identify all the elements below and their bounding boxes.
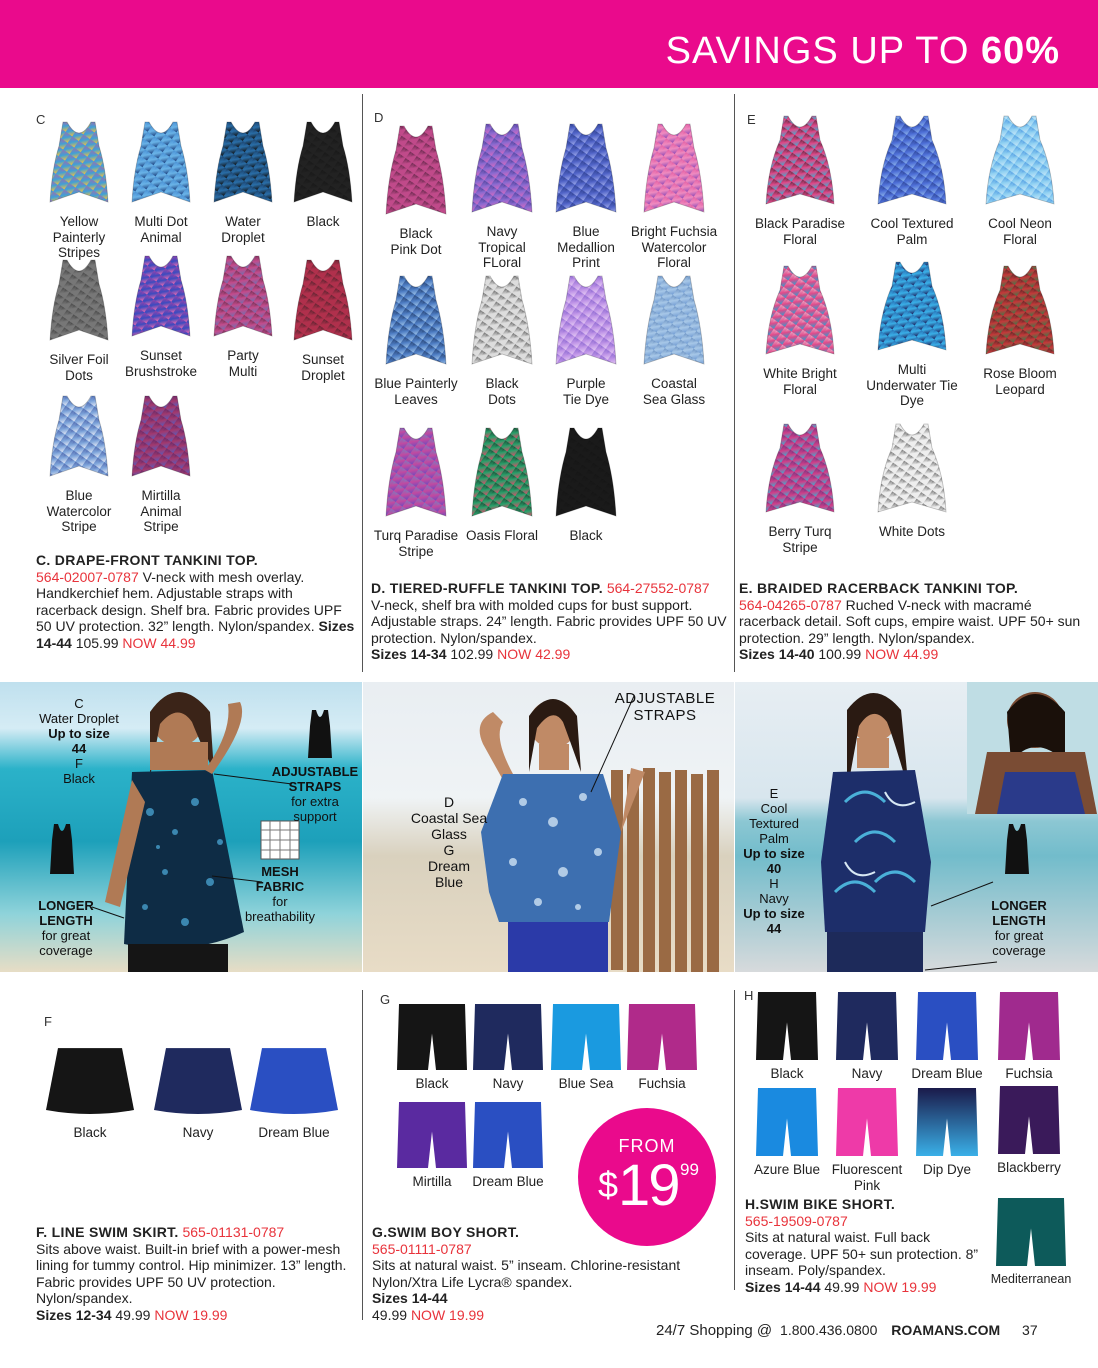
product-swatch-item[interactable] — [996, 990, 1062, 1082]
tankini-top-image — [382, 272, 450, 372]
product-swatch-item[interactable] — [752, 112, 848, 247]
model-photo-left — [0, 682, 362, 972]
product-swatch-item[interactable] — [152, 1044, 244, 1141]
tankini-top-image — [46, 392, 112, 484]
product-title: H.SWIM BIKE SHORT. — [745, 1196, 896, 1212]
product-details: V-neck with mesh overlay. Handkerchief hem. Adjustable straps with racerback design. Shelf bra. Fabric provides UPF 50 UV protection. 32” length. Nylon/spandex. — [36, 568, 342, 634]
product-sizes: Sizes 14-44 — [372, 1290, 448, 1306]
product-title: G.SWIM BOY SHORT. — [372, 1224, 520, 1240]
tankini-top-image — [762, 262, 838, 362]
product-details: Sits above waist. Built-in brief with a power-mesh lining for tummy control. Hip minimizer. 13” length. Fabric provides UPF 50 UV protection. Nylon/spandex. — [36, 1240, 347, 1306]
swim-short-image — [473, 1100, 543, 1170]
swim-short-image — [916, 1086, 978, 1158]
swatch-color-label: Multi Underwater Tie Dye — [866, 362, 958, 408]
swatch-color-label: Blue Sea — [558, 1076, 614, 1091]
swatch-color-label: Yellow Painterly Stripes — [52, 214, 106, 260]
tankini-top-image — [874, 258, 950, 358]
product-description-f — [36, 1224, 358, 1323]
product-swatch-item[interactable] — [864, 112, 960, 247]
swatch-color-label: Sunset Droplet — [301, 352, 345, 383]
product-swatch-item[interactable] — [458, 272, 546, 407]
tankini-top-image — [982, 262, 1058, 362]
swatch-color-label: Water Droplet — [221, 214, 265, 245]
swim-short-image — [756, 1086, 818, 1158]
product-sizes: Sizes 14-44 — [745, 1278, 821, 1295]
product-swatch-item[interactable] — [972, 112, 1068, 247]
column-divider — [734, 990, 735, 1290]
product-sale-price: NOW 19.99 — [863, 1278, 937, 1295]
product-sale-price: NOW 44.99 — [122, 634, 196, 651]
callout-longer-length: LONGER LENGTH for great coverage — [991, 898, 1047, 958]
swim-short-image — [473, 1002, 543, 1072]
swim-short-image — [756, 990, 818, 1062]
swatch-color-label: White Bright Floral — [763, 366, 837, 397]
swim-short-image — [836, 1086, 898, 1158]
product-swatch-item[interactable] — [372, 272, 460, 407]
model-photo-right — [735, 682, 1098, 972]
product-swatch-item[interactable] — [542, 272, 630, 407]
product-swatch-item[interactable] — [248, 1044, 340, 1141]
product-swatch-item[interactable] — [280, 256, 366, 383]
swatch-color-label: Dream Blue — [911, 1066, 983, 1081]
swatch-color-label: Coastal Sea Glass — [642, 376, 706, 407]
product-sku[interactable]: 565-01131-0787 — [182, 1224, 285, 1240]
product-swatch-item[interactable] — [972, 262, 1068, 397]
product-sale-price: NOW 44.99 — [865, 646, 939, 662]
product-sizes: Sizes 14-44 — [36, 618, 355, 651]
swatch-color-label: Black — [73, 1125, 107, 1140]
tankini-top-image — [552, 424, 620, 524]
callout-adjustable-straps: ADJUSTABLE STRAPS for extra support — [271, 764, 359, 824]
swatch-color-label: Fluorescent Pink — [831, 1162, 903, 1193]
model-photo-middle — [363, 682, 734, 972]
product-swatch-item[interactable] — [754, 1086, 820, 1178]
tankini-top-image — [382, 122, 450, 222]
product-sale-price: NOW 19.99 — [154, 1306, 228, 1323]
tankini-top-image — [762, 420, 838, 520]
swim-skirt-image — [248, 1044, 340, 1114]
swatch-color-label: Cool Textured Palm — [870, 216, 954, 247]
tankini-top-image — [468, 120, 536, 220]
swim-short-image — [397, 1002, 467, 1072]
product-swatch-item[interactable] — [914, 1086, 980, 1178]
page-number: 37 — [1022, 1322, 1038, 1338]
section-letter-d: D — [374, 110, 384, 125]
product-swatch-item[interactable] — [36, 392, 122, 535]
product-sale-price: NOW 19.99 — [410, 1306, 485, 1323]
callout-e-cool-textured-palm: E Cool Textured Palm Up to size 40 H Navy Up to size 44 — [743, 786, 805, 936]
tankini-top-image — [46, 256, 112, 348]
swatch-color-label: Navy — [492, 1076, 524, 1091]
swim-short-image — [998, 1084, 1060, 1156]
swim-short-image — [998, 990, 1060, 1062]
swim-skirt-image — [152, 1044, 244, 1114]
product-swatch-item[interactable] — [458, 120, 546, 271]
swatch-color-label: Silver Foil Dots — [49, 352, 109, 383]
swatch-color-label: Dream Blue — [258, 1125, 330, 1140]
product-sale-price: NOW 42.99 — [497, 646, 571, 662]
product-swatch-item[interactable] — [542, 120, 630, 271]
tankini-top-image — [762, 112, 838, 212]
product-details: Sits at natural waist. 5” inseam. Chlorine-resistant Nylon/Xtra Life Lycra® spandex. — [372, 1257, 681, 1290]
swim-short-image — [996, 1196, 1066, 1268]
product-sku[interactable]: 564-02007-0787 — [36, 568, 139, 585]
product-swatch-item[interactable] — [754, 990, 820, 1082]
tankini-top-image — [382, 424, 450, 524]
callout-longer-length: LONGER LENGTH for great coverage — [38, 898, 94, 958]
product-price: 49.99 — [820, 1278, 864, 1295]
product-swatch-item[interactable] — [834, 990, 900, 1082]
swatch-color-label: Black — [415, 1076, 449, 1091]
swatch-color-label: Navy — [182, 1125, 214, 1140]
product-description-c — [36, 552, 356, 651]
product-description-d — [371, 580, 727, 663]
product-swatch-item[interactable] — [752, 262, 848, 397]
swatch-color-label: Azure Blue — [753, 1162, 821, 1177]
column-divider — [362, 990, 363, 1320]
product-swatch-item[interactable] — [630, 272, 718, 407]
tankini-top-image — [552, 272, 620, 372]
tankini-top-image — [468, 272, 536, 372]
section-letter-e: E — [747, 112, 756, 127]
product-swatch-item[interactable] — [864, 258, 960, 409]
product-title: D. TIERED-RUFFLE TANKINI TOP. — [371, 580, 603, 596]
product-swatch-item[interactable] — [752, 420, 848, 555]
product-swatch-item[interactable] — [372, 122, 460, 257]
swatch-color-label: Mirtilla Animal Stripe — [140, 488, 182, 534]
callout-mesh-fabric: MESH FABRIC for breathability — [244, 864, 316, 924]
product-swatch-item[interactable] — [394, 1002, 470, 1092]
column-divider — [734, 94, 735, 672]
section-letter-f: F — [44, 1014, 52, 1029]
swim-skirt-image — [44, 1044, 136, 1114]
swatch-color-label: Black Pink Dot — [390, 226, 442, 257]
swatch-color-label: Black Dots — [485, 376, 519, 407]
product-price: 100.99 — [814, 646, 866, 662]
product-swatch-item[interactable] — [996, 1084, 1062, 1176]
swatch-color-label: Mirtilla — [412, 1174, 452, 1189]
product-details: Ruched V-neck with macramé racerback detail. Soft cups, empire waist. UPF 50+ sun protection. 29” length. Nylon/spandex. — [739, 596, 1081, 646]
swatch-color-label: Party Multi — [227, 348, 259, 379]
product-sku[interactable]: 565-19509-0787 — [745, 1212, 848, 1229]
product-description-e — [739, 580, 1091, 663]
tankini-top-image — [552, 120, 620, 220]
swatch-color-label: Blue Medallion Print — [557, 224, 615, 270]
swatch-color-label: Sunset Brushstroke — [124, 348, 198, 379]
tankini-top-image — [640, 272, 708, 372]
product-price: 49.99 — [111, 1306, 155, 1323]
tankini-top-image — [128, 392, 194, 484]
tankini-top-image — [874, 420, 950, 520]
swatch-color-label: Rose Bloom Leopard — [983, 366, 1057, 397]
from-price-badge: FROM $ 19 99 — [578, 1108, 716, 1246]
callout-c-water-droplet: C Water Droplet Up to size 44 F Black — [39, 696, 119, 786]
swim-short-image — [627, 1002, 697, 1072]
savings-banner — [0, 0, 1098, 88]
tankini-top-image — [128, 118, 194, 210]
product-swatch-item[interactable] — [394, 1100, 470, 1190]
product-swatch-item[interactable] — [200, 118, 286, 245]
swim-short-image — [836, 990, 898, 1062]
product-swatch-item[interactable] — [470, 1100, 546, 1190]
product-swatch-item[interactable] — [864, 420, 960, 540]
swatch-color-label: Navy Tropical FLoral — [478, 224, 526, 270]
swatch-color-label: Berry Turq Stripe — [768, 524, 832, 555]
shopping-label: 24/7 Shopping @ — [656, 1322, 773, 1339]
tankini-top-image — [210, 252, 276, 344]
swatch-color-label: Blackberry — [997, 1160, 1061, 1175]
product-swatch-item[interactable] — [624, 1002, 700, 1092]
product-details: Sits at natural waist. Full back coverage. UPF 50+ sun protection. 8” inseam. Poly/spandex. — [745, 1229, 979, 1278]
tankini-top-image — [640, 120, 708, 220]
swatch-color-label: Fuchsia — [1005, 1066, 1053, 1081]
tankini-top-image — [46, 118, 112, 210]
swim-short-image — [916, 990, 978, 1062]
swatch-color-label: Black — [770, 1066, 804, 1081]
product-price: 102.99 — [446, 646, 498, 662]
tankini-top-image — [290, 256, 356, 348]
page-footer — [656, 1322, 1038, 1339]
product-sizes: Sizes 12-34 — [36, 1306, 112, 1323]
swim-short-image — [397, 1100, 467, 1170]
swatch-color-label: Turq Paradise Stripe — [373, 528, 459, 559]
swim-short-image — [551, 1002, 621, 1072]
tankini-top-image — [982, 112, 1058, 212]
product-sizes: Sizes 14-34 — [371, 646, 447, 662]
product-title: E. BRAIDED RACERBACK TANKINI TOP. — [739, 580, 1019, 596]
product-swatch-item[interactable] — [36, 118, 122, 261]
product-swatch-item[interactable] — [200, 252, 286, 379]
product-swatch-item[interactable] — [458, 424, 546, 544]
product-sku[interactable]: 564-04265-0787 — [739, 596, 842, 613]
swatch-color-label: Multi Dot Animal — [134, 214, 188, 245]
swatch-color-label: Navy — [851, 1066, 883, 1081]
swatch-color-label: Blue Watercolor Stripe — [46, 488, 112, 534]
product-swatch-item[interactable] — [542, 424, 630, 544]
product-swatch-item[interactable] — [118, 392, 204, 535]
swatch-color-label: Mediterranean — [990, 1272, 1072, 1286]
section-letter-g: G — [380, 992, 391, 1007]
section-letter-h: H — [744, 988, 754, 1003]
phone-number[interactable]: 1.800.436.0800 — [780, 1322, 878, 1338]
product-swatch-item[interactable] — [990, 1196, 1072, 1288]
tankini-top-image — [290, 118, 356, 210]
product-details: V-neck, shelf bra with molded cups for bust support. Adjustable straps. 24” length. Fabric provides UPF 50 UV protection. Nylon/spandex. — [371, 596, 727, 646]
swatch-color-label: Dream Blue — [472, 1174, 544, 1189]
tankini-top-image — [210, 118, 276, 210]
swatch-color-label: Black — [569, 528, 603, 543]
product-swatch-item[interactable] — [911, 990, 983, 1082]
tankini-top-image — [874, 112, 950, 212]
callout-d-coastal-sea-glass: D Coastal Sea Glass G Dream Blue — [410, 794, 488, 890]
tankini-top-image — [468, 424, 536, 524]
product-sku[interactable]: 564-27552-0787 — [606, 580, 710, 596]
swatch-color-label: White Dots — [878, 524, 946, 539]
tankini-top-image — [128, 252, 194, 344]
product-price: 49.99 — [372, 1306, 411, 1323]
swatch-color-label: Oasis Floral — [465, 528, 538, 543]
swatch-color-label: Black Paradise Floral — [754, 216, 846, 247]
product-title: F. LINE SWIM SKIRT. — [36, 1224, 179, 1240]
product-title: C. DRAPE-FRONT TANKINI TOP. — [36, 552, 258, 568]
product-swatch-item[interactable] — [36, 256, 122, 383]
product-sku[interactable]: 565-01111-0787 — [372, 1240, 472, 1257]
swatch-color-label: Black — [306, 214, 340, 229]
product-swatch-item[interactable] — [630, 120, 718, 271]
product-swatch-item[interactable] — [280, 118, 366, 230]
product-swatch-item[interactable] — [372, 424, 460, 559]
callout-adjustable-straps: ADJUSTABLE STRAPS — [614, 690, 716, 724]
banner-headline: SAVINGS UP TO 60% — [665, 30, 1060, 72]
product-description-h — [745, 1196, 995, 1295]
product-sizes: Sizes 14-40 — [739, 646, 815, 662]
swatch-color-label: Fuchsia — [638, 1076, 686, 1091]
website-link[interactable]: ROAMANS.COM — [891, 1322, 1001, 1338]
product-swatch-item[interactable] — [118, 252, 204, 379]
product-swatch-item[interactable] — [470, 1002, 546, 1092]
product-swatch-item[interactable] — [44, 1044, 136, 1141]
product-swatch-item[interactable] — [548, 1002, 624, 1092]
product-swatch-item[interactable] — [118, 118, 204, 245]
product-price: 105.99 — [71, 634, 123, 651]
section-letter-c: C — [36, 112, 46, 127]
swatch-color-label: Cool Neon Floral — [988, 216, 1052, 247]
product-swatch-item[interactable] — [831, 1086, 903, 1193]
swatch-color-label: Dip Dye — [922, 1162, 971, 1177]
swatch-color-label: Bright Fuchsia Watercolor Floral — [630, 224, 718, 270]
swatch-color-label: Blue Painterly Leaves — [374, 376, 458, 407]
swatch-color-label: Purple Tie Dye — [562, 376, 609, 407]
